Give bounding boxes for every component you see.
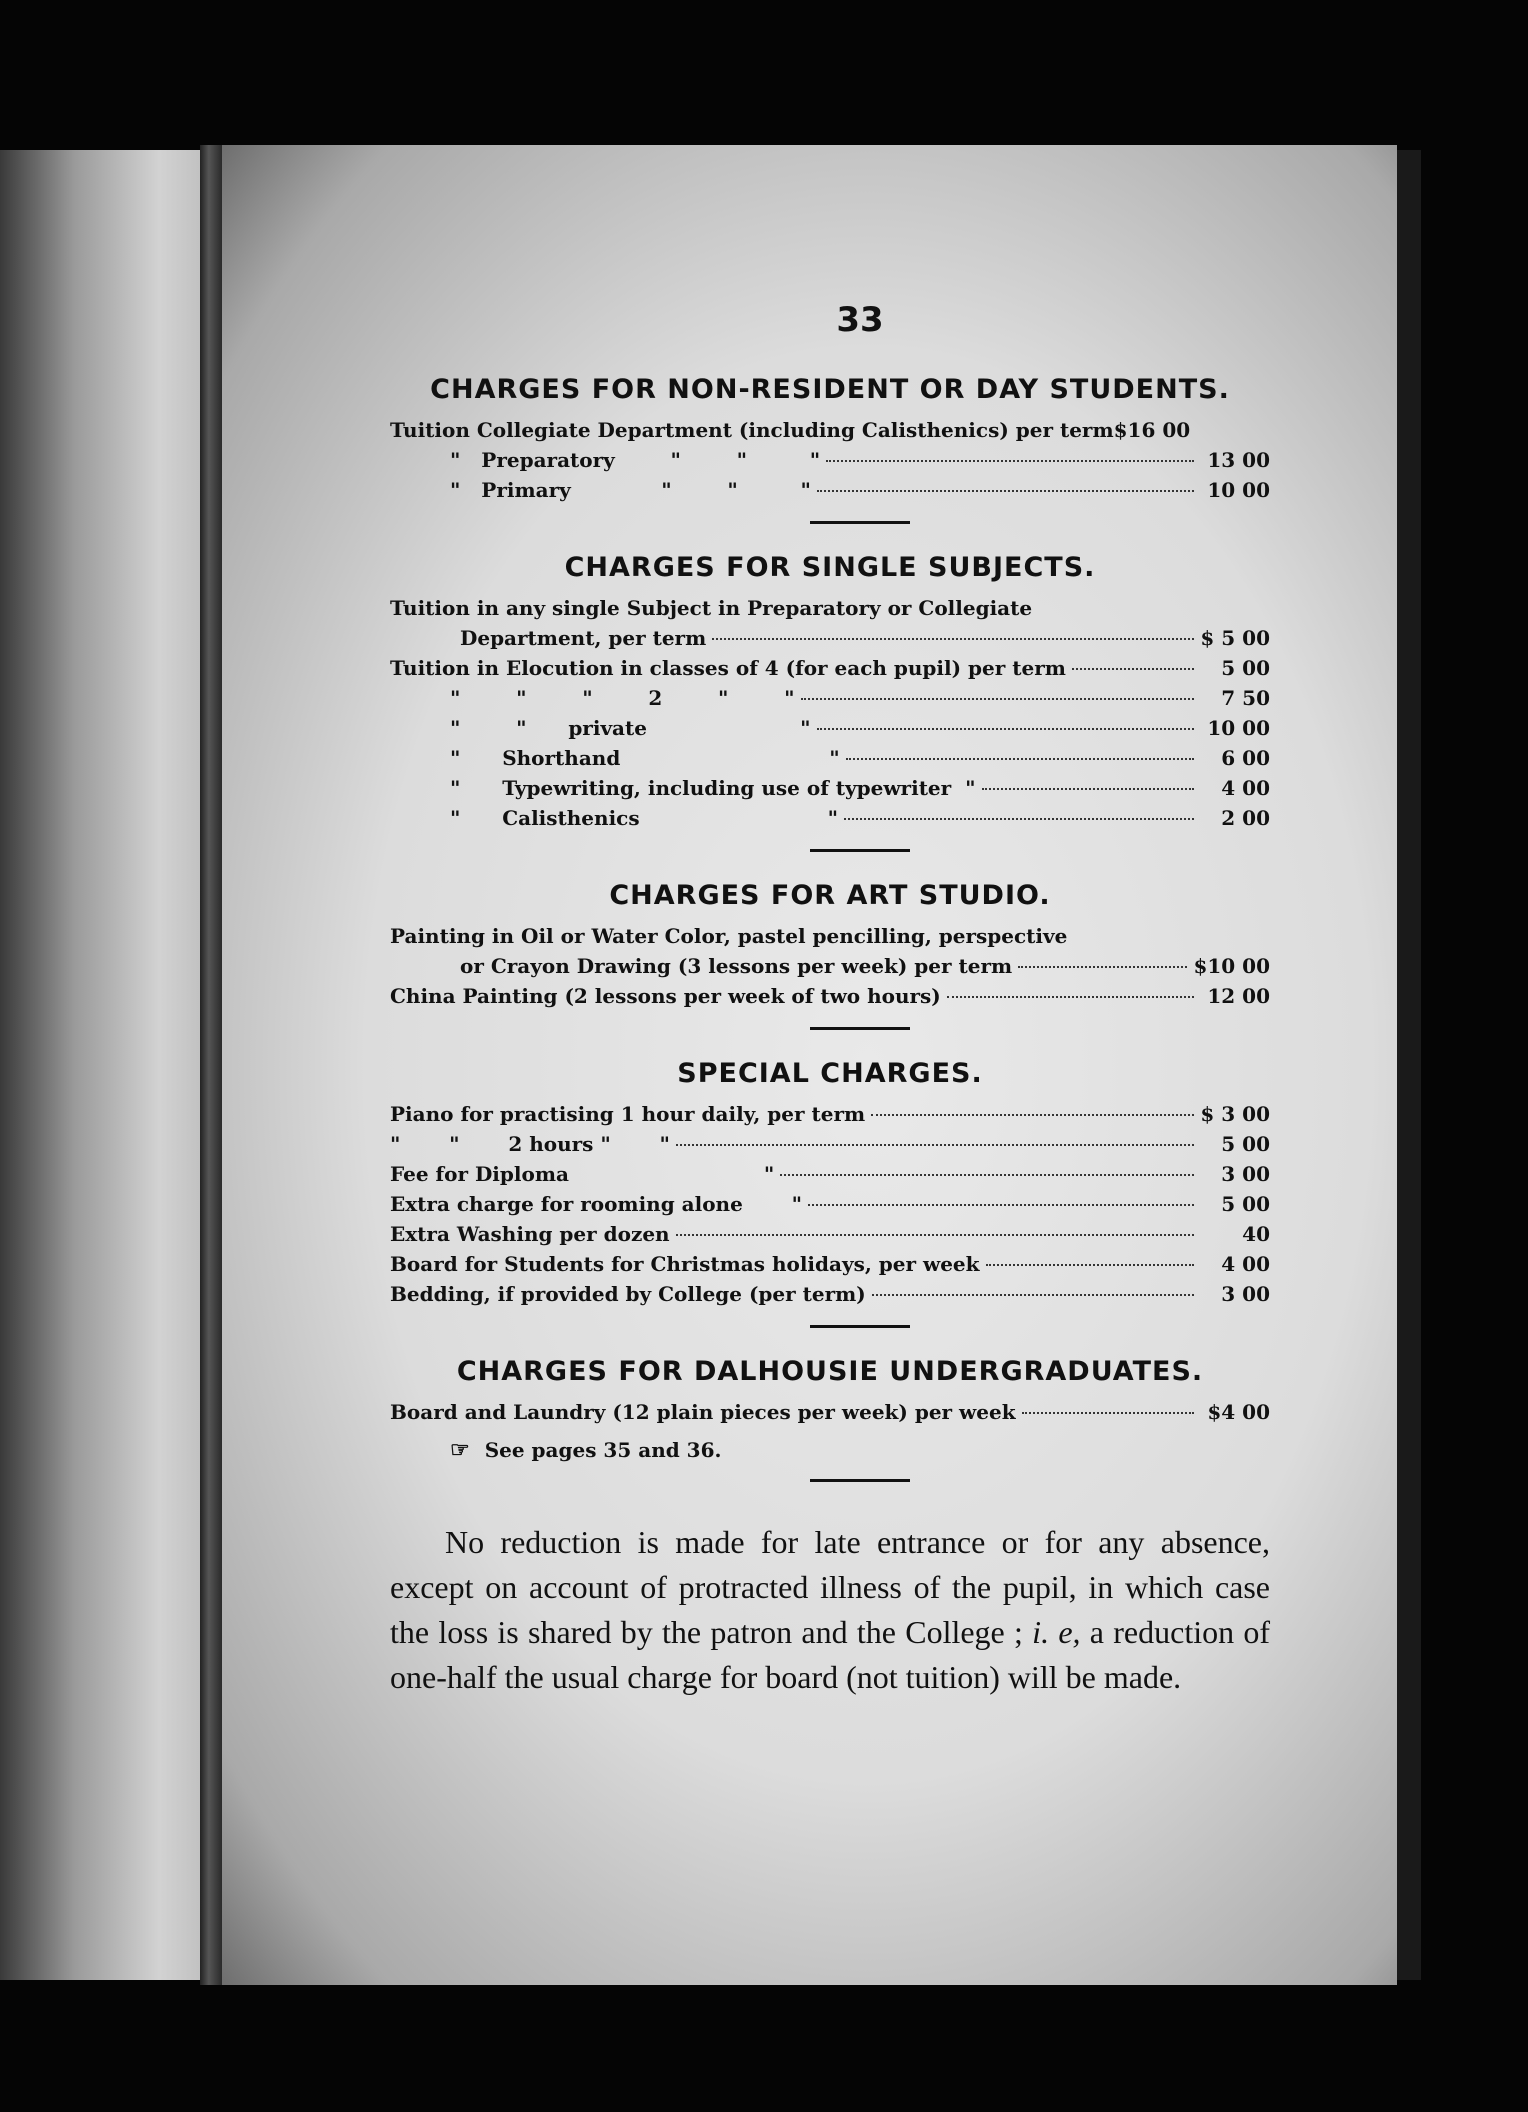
charge-row bbox=[390, 1159, 1270, 1189]
charge-label: China Painting (2 lessons per week of two hours) bbox=[390, 984, 941, 1008]
charge-amount: 5 00 bbox=[1221, 1192, 1270, 1216]
leader-dots bbox=[712, 638, 1194, 640]
charge-label: Fee for Diploma " bbox=[390, 1162, 775, 1186]
charge-row bbox=[390, 1397, 1270, 1427]
charge-label: " " " 2 " " bbox=[450, 686, 795, 710]
see-pages-note bbox=[450, 1437, 1270, 1463]
charge-row bbox=[390, 1189, 1270, 1219]
leader-dots bbox=[871, 1114, 1194, 1116]
charge-label: Painting in Oil or Water Color, pastel pencilling, perspective bbox=[390, 924, 1068, 948]
charge-amount: $16 00 bbox=[1113, 418, 1191, 442]
pointing-hand-icon: ☞ bbox=[450, 1437, 470, 1463]
charge-row bbox=[390, 593, 1270, 623]
charge-label: Board and Laundry (12 plain pieces per week) per week bbox=[390, 1400, 1016, 1424]
charge-label: " Shorthand " bbox=[450, 746, 840, 770]
charge-row bbox=[390, 773, 1270, 803]
charge-row bbox=[390, 475, 1270, 505]
charge-amount: 4 00 bbox=[1221, 1252, 1270, 1276]
paragraph-text-1: No reduction is made for late entrance or for any absence, except on account of protracted illness of the pupil, in which case the loss is shared by the patron and the College ; bbox=[390, 1524, 1270, 1650]
charge-amount: 2 00 bbox=[1221, 806, 1270, 830]
charge-row bbox=[390, 445, 1270, 475]
leader-dots bbox=[808, 1204, 1194, 1206]
charge-label: " Calisthenics " bbox=[450, 806, 839, 830]
charge-amount: 13 00 bbox=[1207, 448, 1270, 472]
charge-row bbox=[390, 1249, 1270, 1279]
charge-label: Department, per term bbox=[460, 626, 707, 650]
charge-row bbox=[390, 1219, 1270, 1249]
charge-label: Tuition in any single Subject in Preparatory or Collegiate bbox=[390, 596, 1033, 620]
charge-row bbox=[390, 743, 1270, 773]
leader-dots bbox=[676, 1144, 1194, 1146]
leader-dots bbox=[986, 1264, 1194, 1266]
section-divider bbox=[810, 1325, 910, 1328]
reduction-policy-paragraph bbox=[390, 1520, 1270, 1700]
charge-row bbox=[390, 1099, 1270, 1129]
charge-label: " Typewriting, including use of typewriter " bbox=[450, 776, 976, 800]
page-number: 33 bbox=[836, 300, 884, 340]
charge-label: " " 2 hours " " bbox=[390, 1132, 670, 1156]
leader-dots bbox=[780, 1174, 1194, 1176]
charge-label: Tuition Collegiate Department (including Calisthenics) per term bbox=[390, 418, 1114, 442]
leader-dots bbox=[801, 698, 1194, 700]
left-page bbox=[0, 150, 212, 1980]
charge-row bbox=[390, 623, 1270, 653]
charge-amount: $4 00 bbox=[1207, 1400, 1270, 1424]
charge-amount: 10 00 bbox=[1207, 716, 1270, 740]
leader-dots bbox=[1072, 668, 1194, 670]
charge-label: or Crayon Drawing (3 lessons per week) per term bbox=[460, 954, 1013, 978]
charge-amount: 5 00 bbox=[1221, 656, 1270, 680]
section-heading-dalhousie: CHARGES FOR DALHOUSIE UNDERGRADUATES. bbox=[456, 1356, 1204, 1387]
page-edge bbox=[1397, 150, 1421, 1980]
section-divider bbox=[810, 1027, 910, 1030]
leader-dots bbox=[844, 818, 1194, 820]
charge-label: Extra charge for rooming alone " bbox=[390, 1192, 802, 1216]
charge-row bbox=[390, 1129, 1270, 1159]
charge-amount: 6 00 bbox=[1221, 746, 1270, 770]
charge-amount: 5 00 bbox=[1221, 1132, 1270, 1156]
leader-dots bbox=[947, 996, 1194, 998]
charge-row bbox=[390, 951, 1270, 981]
charge-row bbox=[390, 653, 1270, 683]
leader-dots bbox=[826, 460, 1194, 462]
charge-label: Tuition in Elocution in classes of 4 (for each pupil) per term bbox=[390, 656, 1066, 680]
section-heading-single-subjects: CHARGES FOR SINGLE SUBJECTS. bbox=[564, 552, 1096, 583]
charge-row bbox=[390, 803, 1270, 833]
charge-label: Bedding, if provided by College (per term) bbox=[390, 1282, 866, 1306]
charge-row bbox=[390, 415, 1270, 445]
charge-row bbox=[390, 921, 1270, 951]
charge-label: Board for Students for Christmas holidays, per week bbox=[390, 1252, 980, 1276]
leader-dots bbox=[817, 728, 1194, 730]
leader-dots bbox=[1018, 966, 1187, 968]
page-content bbox=[390, 300, 1270, 1732]
section-heading-non-resident: CHARGES FOR NON-RESIDENT OR DAY STUDENTS. bbox=[430, 374, 1230, 405]
section-divider bbox=[810, 849, 910, 852]
section-divider bbox=[810, 521, 910, 524]
paragraph-italic: i. e, bbox=[1032, 1614, 1081, 1650]
section-divider bbox=[810, 1479, 910, 1482]
charge-label: Piano for practising 1 hour daily, per term bbox=[390, 1102, 866, 1126]
note-text: See pages 35 and 36. bbox=[484, 1438, 722, 1462]
charge-label: Extra Washing per dozen bbox=[390, 1222, 670, 1246]
charge-label: " Preparatory " " " bbox=[450, 448, 821, 472]
leader-dots bbox=[982, 788, 1194, 790]
section-heading-art-studio: CHARGES FOR ART STUDIO. bbox=[609, 880, 1051, 911]
charge-amount: 4 00 bbox=[1221, 776, 1270, 800]
charge-amount: 12 00 bbox=[1207, 984, 1270, 1008]
book-spine bbox=[200, 145, 222, 1985]
charge-amount: $10 00 bbox=[1193, 954, 1270, 978]
leader-dots bbox=[846, 758, 1194, 760]
charge-row bbox=[390, 981, 1270, 1011]
charge-label: " Primary " " " bbox=[450, 478, 811, 502]
paragraph-text-2: a reduction of one-half the usual charge for board (not tuition) will be made. bbox=[390, 1614, 1271, 1695]
charge-amount: 3 00 bbox=[1221, 1162, 1270, 1186]
leader-dots bbox=[872, 1294, 1194, 1296]
section-heading-special-charges: SPECIAL CHARGES. bbox=[677, 1058, 983, 1089]
charge-amount: $ 3 00 bbox=[1200, 1102, 1270, 1126]
charge-row bbox=[390, 1279, 1270, 1309]
charge-label: " " private " bbox=[450, 716, 811, 740]
charge-amount: 40 bbox=[1242, 1222, 1270, 1246]
charge-row bbox=[390, 713, 1270, 743]
charge-amount: 3 00 bbox=[1221, 1282, 1270, 1306]
charge-row bbox=[390, 683, 1270, 713]
leader-dots bbox=[1022, 1412, 1194, 1414]
charge-amount: 7 50 bbox=[1221, 686, 1270, 710]
leader-dots bbox=[676, 1234, 1194, 1236]
leader-dots bbox=[817, 490, 1194, 492]
charge-amount: 10 00 bbox=[1207, 478, 1270, 502]
charge-amount: $ 5 00 bbox=[1200, 626, 1270, 650]
